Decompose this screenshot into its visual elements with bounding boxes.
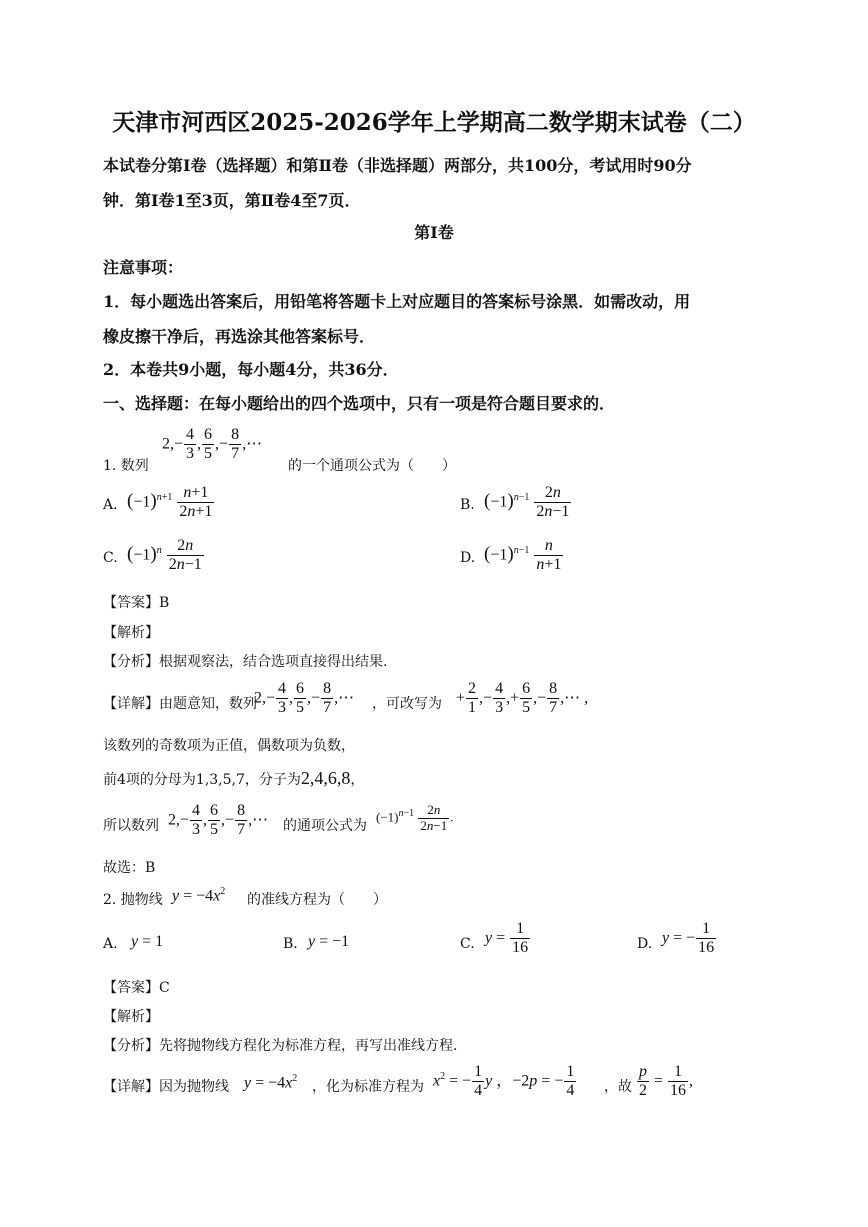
q2-parabola: $y = -4x^2$ <box>172 886 226 905</box>
q1-numerators: 2,4,6,8 <box>300 768 351 788</box>
q2-p-value: $\frac{p}{2}$ = $\frac{1}{16}$ , <box>639 1063 694 1100</box>
q2-detail-prefix: 【详解】因为抛物线 <box>103 1079 229 1095</box>
part-1-heading: 一、选择题：在每小题给出的四个选项中，只有一项是符合题目要求的． <box>103 394 616 413</box>
q2-stem-prefix: 2. 抛物线 <box>103 892 163 908</box>
q2-option-a-formula: y = 1 <box>131 933 164 950</box>
page-title: 天津市河西区2025-2026学年上学期高二数学期末试卷（二） <box>112 109 756 136</box>
q2-option-d-label: D. <box>637 936 653 952</box>
q2-option-c-formula: y = $\frac{1}{16}$ <box>485 920 529 957</box>
q1-choice: 故选：B <box>103 860 156 876</box>
q1-option-b-label: B. <box>460 497 475 513</box>
q1-detail-rewritten: + $\frac{2}{1}$ ,− $\frac{4}{3}$ ,+ $\frac{6}{5}$ ,− $\frac{8}{7}$ ,⋯ , <box>456 680 589 717</box>
notice-item-2: 2．本卷共9小题，每小题4分，共36分． <box>103 360 399 379</box>
q2-detail-mid-1: ，化为标准方程为 <box>312 1079 424 1095</box>
notice-item-1-line-1: 1．每小题选出答案后，用铅笔将答题卡上对应题目的答案标号涂黑．如需改动，用 <box>103 292 691 311</box>
q1-detail-mid: ，可改写为 <box>372 696 442 712</box>
q1-fenxi: 【分析】根据观察法，结合选项直接得出结果. <box>103 654 388 670</box>
q1-denominators-line: 前4项的分母为1,3,5,7，分子为2,4,6,8， <box>103 768 365 788</box>
q1-denominators-prefix: 前4项的分母为 <box>103 772 196 788</box>
q1-option-a-formula: $(-1)^{n+1}$ $\frac{n+1}{2n+1}$ <box>127 484 213 521</box>
q1-numerators-prefix: ，分子为 <box>244 772 301 788</box>
q2-detail-mid-2: ，故 <box>604 1079 632 1095</box>
q1-option-d-formula: $(-1)^{n-1}$ $\frac{n}{n+1}$ <box>484 537 562 574</box>
q1-conclusion-formula: $(-1)^{n-1}$ $\frac{2n}{2n-1}$ . <box>376 802 454 833</box>
q2-detail-parabola: $y = -4x^2$ <box>244 1073 298 1092</box>
q2-fenxi: 【分析】先将抛物线方程化为标准方程，再写出准线方程. <box>103 1038 458 1054</box>
q2-option-a-label: A. <box>103 936 118 952</box>
q1-conclusion-mid: 的通项公式为 <box>283 818 367 834</box>
q1-odd-even-line: 该数列的奇数项为正值，偶数项为负数， <box>103 738 355 754</box>
q1-analysis-label: 【解析】 <box>103 625 159 641</box>
q1-option-d-label: D. <box>460 550 476 566</box>
notice-item-1-line-2: 橡皮擦干净后，再选涂其他答案标号． <box>103 327 376 346</box>
q1-conclusion-prefix: 所以数列 <box>103 818 159 834</box>
q1-stem-suffix: 的一个通项公式为（ ） <box>288 458 456 474</box>
intro-line-2: 钟．第Ⅰ卷1至3页，第Ⅱ卷4至7页． <box>103 191 361 210</box>
q2-answer: 【答案】C <box>103 980 170 996</box>
q1-option-c-formula: $(-1)^n$ $\frac{2n}{2n-1}$ <box>127 537 202 574</box>
q2-stem-suffix: 的准线方程为（ ） <box>247 892 387 908</box>
q1-sequence: 2,− $\frac{4}{3}$ , $\frac{6}{5}$ ,− $\frac{8}{7}$ ,⋯ <box>162 426 263 463</box>
q2-option-c-label: C. <box>460 936 475 952</box>
q1-option-c-label: C. <box>103 550 118 566</box>
q2-option-b-formula: y = −1 <box>308 933 350 950</box>
q2-option-d-formula: y = − $\frac{1}{16}$ <box>662 920 715 957</box>
q1-option-b-formula: $(-1)^{n-1}$ $\frac{2n}{2n-1}$ <box>484 484 570 521</box>
section-title: 第Ⅰ卷 <box>414 223 454 242</box>
q1-answer: 【答案】B <box>103 595 170 611</box>
q1-detail-prefix: 【详解】由题意知，数列 <box>103 696 257 712</box>
q2-standard-form: $x^2$ = − $\frac{1}{4}$ y ，−2p = − $\frac{1}{4}$ <box>433 1063 575 1100</box>
notice-heading: 注意事项： <box>103 258 184 277</box>
q2-analysis-label: 【解析】 <box>103 1009 159 1025</box>
q1-conclusion-sequence: 2,− $\frac{4}{3}$ , $\frac{6}{5}$ ,− $\frac{8}{7}$ ,⋯ <box>168 802 269 839</box>
q2-option-b-label: B. <box>283 936 298 952</box>
q1-option-a-label: A. <box>103 497 118 513</box>
intro-line-1: 本试卷分第Ⅰ卷（选择题）和第Ⅱ卷（非选择题）两部分，共100分，考试用时90分 <box>103 156 692 175</box>
q1-detail-sequence: 2,− $\frac{4}{3}$ , $\frac{6}{5}$ ,− $\frac{8}{7}$ ,⋯ <box>254 680 355 717</box>
q1-denominators: 1,3,5,7 <box>195 772 245 788</box>
q1-stem-prefix: 1. 数列 <box>103 458 149 474</box>
